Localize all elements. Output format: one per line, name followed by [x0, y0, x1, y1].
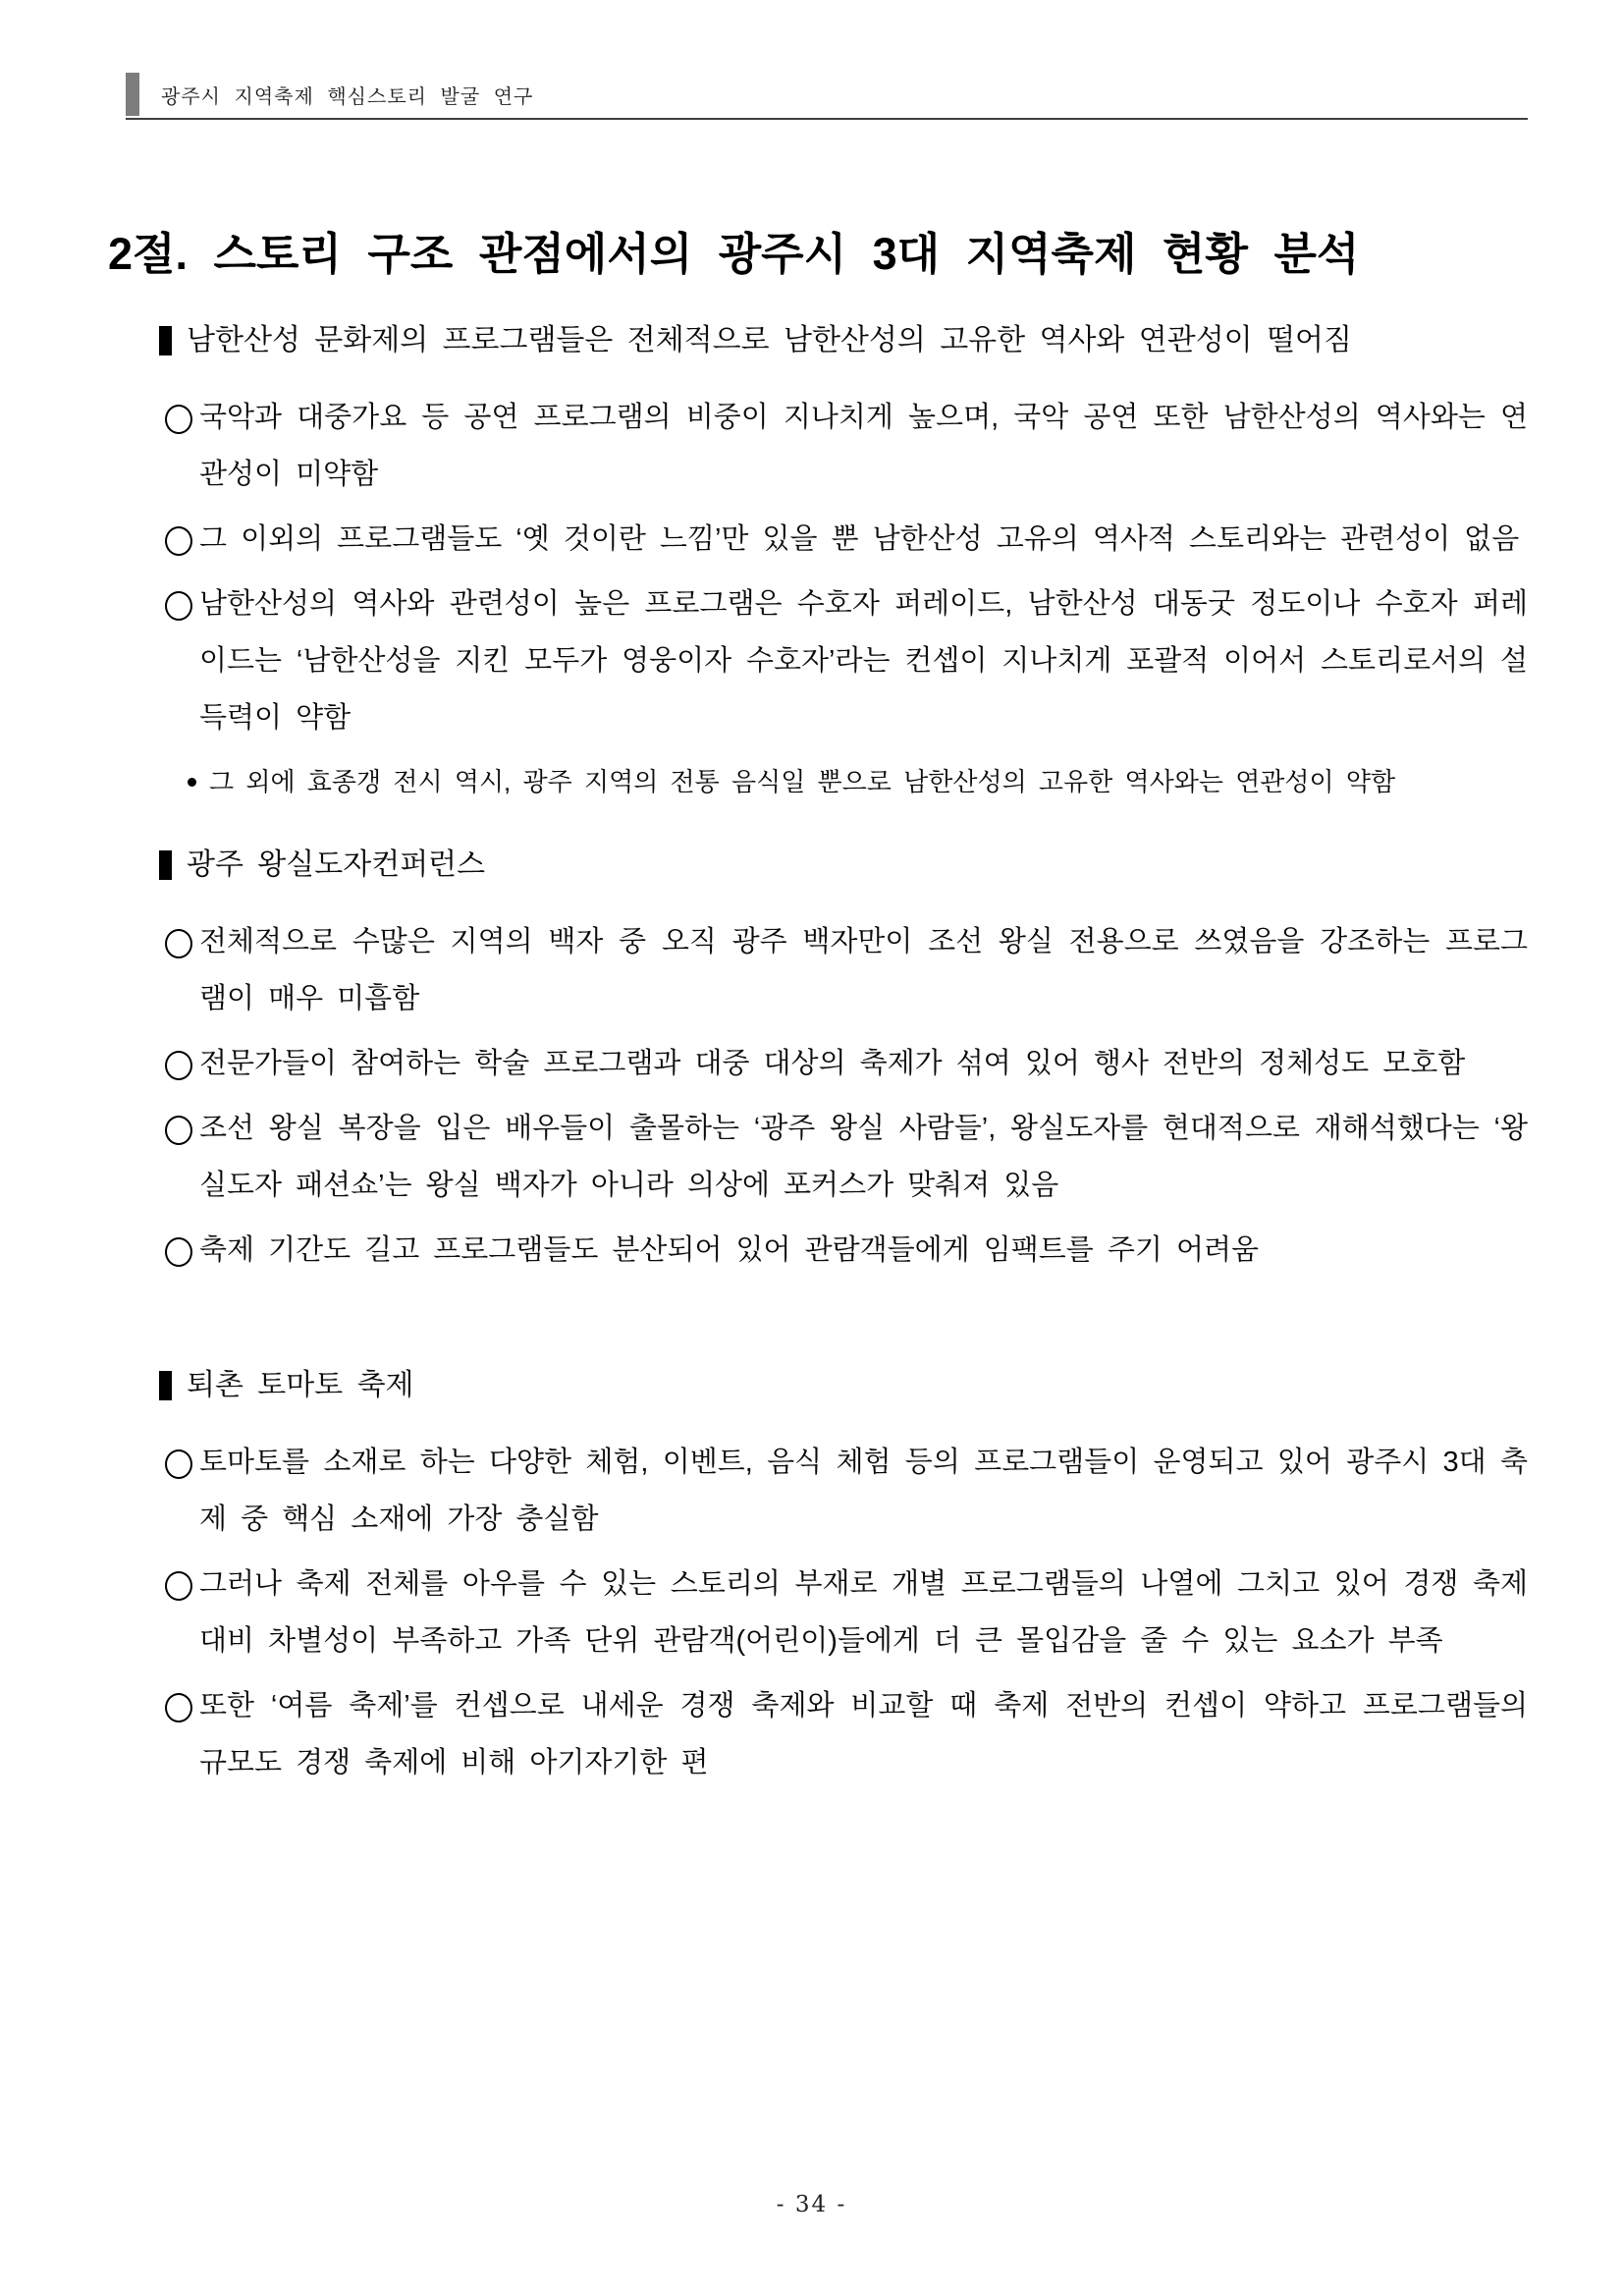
- bullet-item-text: 그러나 축제 전체를 아우를 수 있는 스토리의 부재로 개별 프로그램들의 나열에 그치고 있어 경쟁 축제 대비 차별성이 부족하고 가족 단위 관람객(어린이)들에게 더 큰 몰입감을 줄 수 있는 요소가 부족: [199, 1568, 1528, 1657]
- circle-bullet-icon: [165, 1449, 192, 1479]
- circle-bullet-icon: [165, 1237, 192, 1267]
- section-heading-text: 광주 왕실도자컨퍼런스: [187, 848, 486, 881]
- sub-bullet-item: [209, 754, 1517, 809]
- section-namhansanseong: [0, 310, 1623, 809]
- bullet-item-text: 전문가들이 참여하는 학술 프로그램과 대중 대상의 축제가 섞여 있어 행사 전반의 정체성도 모호함: [199, 1048, 1466, 1079]
- section-heading-text: 퇴촌 토마토 축제: [187, 1369, 414, 1401]
- circle-bullet-icon: [165, 1116, 192, 1145]
- header-accent-bar-icon: [126, 73, 139, 116]
- sub-bullet-item-text: 그 외에 효종갱 전시 역시, 광주 지역의 전통 음식일 뿐으로 남한산성의 고유한 역사와는 연관성이 약함: [209, 767, 1396, 796]
- square-bullet-icon: [159, 850, 172, 880]
- bullet-item: [199, 511, 1528, 568]
- section-toechon-tomato-festival: [0, 1355, 1623, 1791]
- section-royal-ceramic-conference: [0, 835, 1623, 1279]
- section-heading: [187, 1355, 1528, 1416]
- circle-bullet-icon: [165, 405, 192, 434]
- running-header-title: 광주시 지역축제 핵심스토리 발굴 연구: [161, 85, 534, 108]
- circle-bullet-icon: [165, 1571, 192, 1601]
- bullet-item-text: 전체적으로 수많은 지역의 백자 중 오직 광주 백자만이 조선 왕실 전용으로 쓰였음을 강조하는 프로그램이 매우 미흡함: [199, 926, 1528, 1014]
- bullet-item: [199, 575, 1528, 746]
- square-bullet-icon: [159, 1371, 172, 1400]
- square-bullet-icon: [159, 326, 172, 355]
- bullet-item: [199, 1035, 1528, 1092]
- section-heading: [187, 310, 1528, 371]
- document-body: [0, 310, 1623, 1799]
- circle-bullet-icon: [165, 1693, 192, 1722]
- circle-bullet-icon: [165, 591, 192, 621]
- bullet-item-text: 국악과 대중가요 등 공연 프로그램의 비중이 지나치게 높으며, 국악 공연 또한 남한산성의 역사와는 연관성이 미약함: [199, 402, 1528, 490]
- bullet-item-text: 또한 ‘여름 축제’를 컨셉으로 내세운 경쟁 축제와 비교할 때 축제 전반의 컨셉이 약하고 프로그램들의 규모도 경쟁 축제에 비해 아기자기한 편: [199, 1690, 1528, 1778]
- section-heading-text: 남한산성 문화제의 프로그램들은 전체적으로 남한산성의 고유한 역사와 연관성이 떨어짐: [187, 324, 1352, 356]
- bullet-item: [199, 913, 1528, 1027]
- page-number: - 34 -: [776, 2192, 847, 2217]
- bullet-item: [199, 1222, 1528, 1279]
- bullet-item: [199, 1434, 1528, 1548]
- section-heading: [187, 835, 1528, 896]
- circle-bullet-icon: [165, 929, 192, 958]
- bullet-item-text: 그 이외의 프로그램들도 ‘옛 것이란 느낌’만 있을 뿐 남한산성 고유의 역사적 스토리와는 관련성이 없음: [199, 523, 1520, 555]
- bullet-item-text: 축제 기간도 길고 프로그램들도 분산되어 있어 관람객들에게 임팩트를 주기 어려움: [199, 1234, 1259, 1266]
- bullet-item-text: 조선 왕실 복장을 입은 배우들이 출몰하는 ‘광주 왕실 사람들’, 왕실도자를 현대적으로 재해석했다는 ‘왕실도자 패션쇼’는 왕실 백자가 아니라 의상에 포커스가 맞춰져 있음: [199, 1113, 1528, 1201]
- running-header: [126, 71, 1528, 120]
- dot-bullet-icon: [188, 778, 196, 787]
- circle-bullet-icon: [165, 1051, 192, 1080]
- bullet-item: [199, 1556, 1528, 1669]
- page-title: 2절. 스토리 구조 관점에서의 광주시 3대 지역축제 현황 분석: [108, 229, 1360, 280]
- bullet-item: [199, 1677, 1528, 1791]
- circle-bullet-icon: [165, 526, 192, 556]
- bullet-item-text: 남한산성의 역사와 관련성이 높은 프로그램은 수호자 퍼레이드, 남한산성 대동굿 정도이나 수호자 퍼레이드는 ‘남한산성을 지킨 모두가 영웅이자 수호자’라는 컨셉이 지나치게 포괄적 이어서 스토리로서의 설득력이 약함: [199, 588, 1528, 734]
- bullet-item: [199, 389, 1528, 503]
- bullet-item: [199, 1100, 1528, 1214]
- bullet-item-text: 토마토를 소재로 하는 다양한 체험, 이벤트, 음식 체험 등의 프로그램들이 운영되고 있어 광주시 3대 축제 중 핵심 소재에 가장 충실함: [199, 1447, 1528, 1535]
